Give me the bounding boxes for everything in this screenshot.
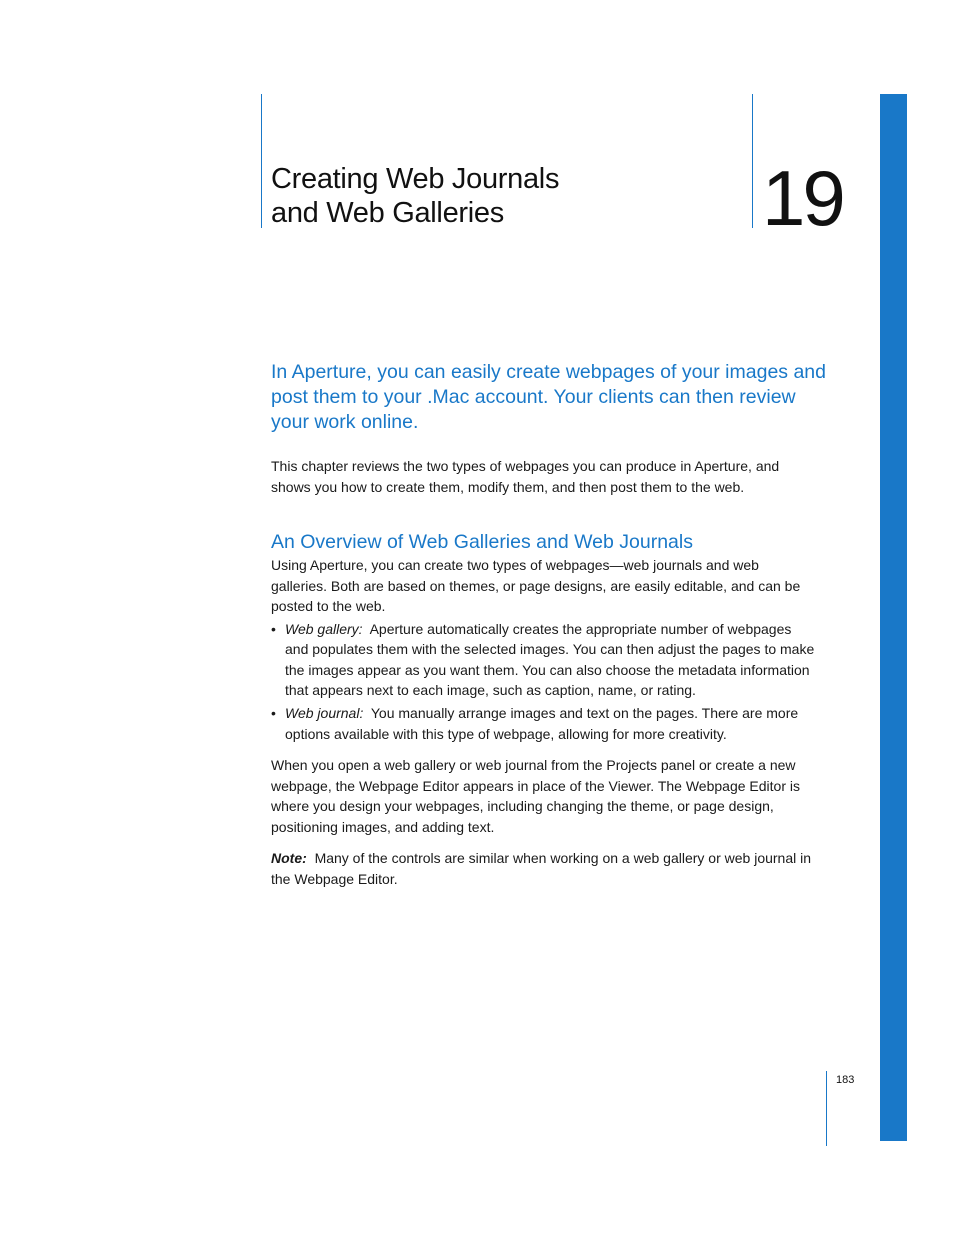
note-text: Many of the controls are similar when working on a web gallery or web journal in the Webpage Editor. [271, 850, 812, 887]
chapter-number-rule [752, 94, 753, 228]
chapter-title-line-1: Creating Web Journals [271, 163, 560, 195]
section-heading: An Overview of Web Galleries and Web Journals [271, 531, 693, 553]
intro-lead-paragraph: In Aperture, you can easily create webpages of your images and post them to your .Mac account. Your clients can then review your work online. [271, 361, 826, 433]
title-rule [261, 94, 262, 228]
note-paragraph [271, 848, 816, 889]
page-number-rule [826, 1071, 827, 1146]
bullet-text: Aperture automatically creates the appropriate number of webpages and populates them with the selected images. You can then adjust the pages to make the images appear as you want them. You can also choose the metadata information that appears next to each image, such as caption, name, or rating. [285, 620, 815, 698]
bullet-term: Web gallery: [285, 620, 363, 637]
page-number: 183 [836, 1074, 855, 1086]
bullet-term: Web journal: [285, 705, 364, 721]
section-body [271, 555, 816, 889]
chapter-title-line-2: and Web Galleries [271, 197, 504, 229]
bullet-marker: • [271, 620, 276, 637]
intro-body-paragraph: This chapter reviews the two types of webpages you can produce in Aperture, and shows you how to create them, modify them, and then post them to the web. [271, 458, 780, 495]
bullet-item-web-journal [271, 703, 816, 744]
bullet-list [271, 619, 816, 745]
bullet-text: You manually arrange images and text on the pages. There are more options available with this type of webpage, allowing for more creativity. [285, 705, 799, 742]
bullet-item-web-gallery [271, 619, 816, 701]
note-label: Note: [271, 850, 307, 866]
section-paragraph-1: Using Aperture, you can create two types of webpages—web journals and web galleries. Both are based on themes, or page designs, are easily editable, and can be posted to the web. [271, 557, 801, 614]
chapter-number: 19 [762, 154, 843, 242]
bullet-marker: • [271, 705, 276, 721]
chapter-title [271, 162, 559, 230]
section-paragraph-2: When you open a web gallery or web journal from the Projects panel or create a new webpage, the Webpage Editor appears in place of the Viewer. The Webpage Editor is where you design your webpages, including changing the theme, or page design, positioning images, and adding text. [271, 757, 800, 835]
chapter-edge-tab [880, 94, 907, 1141]
